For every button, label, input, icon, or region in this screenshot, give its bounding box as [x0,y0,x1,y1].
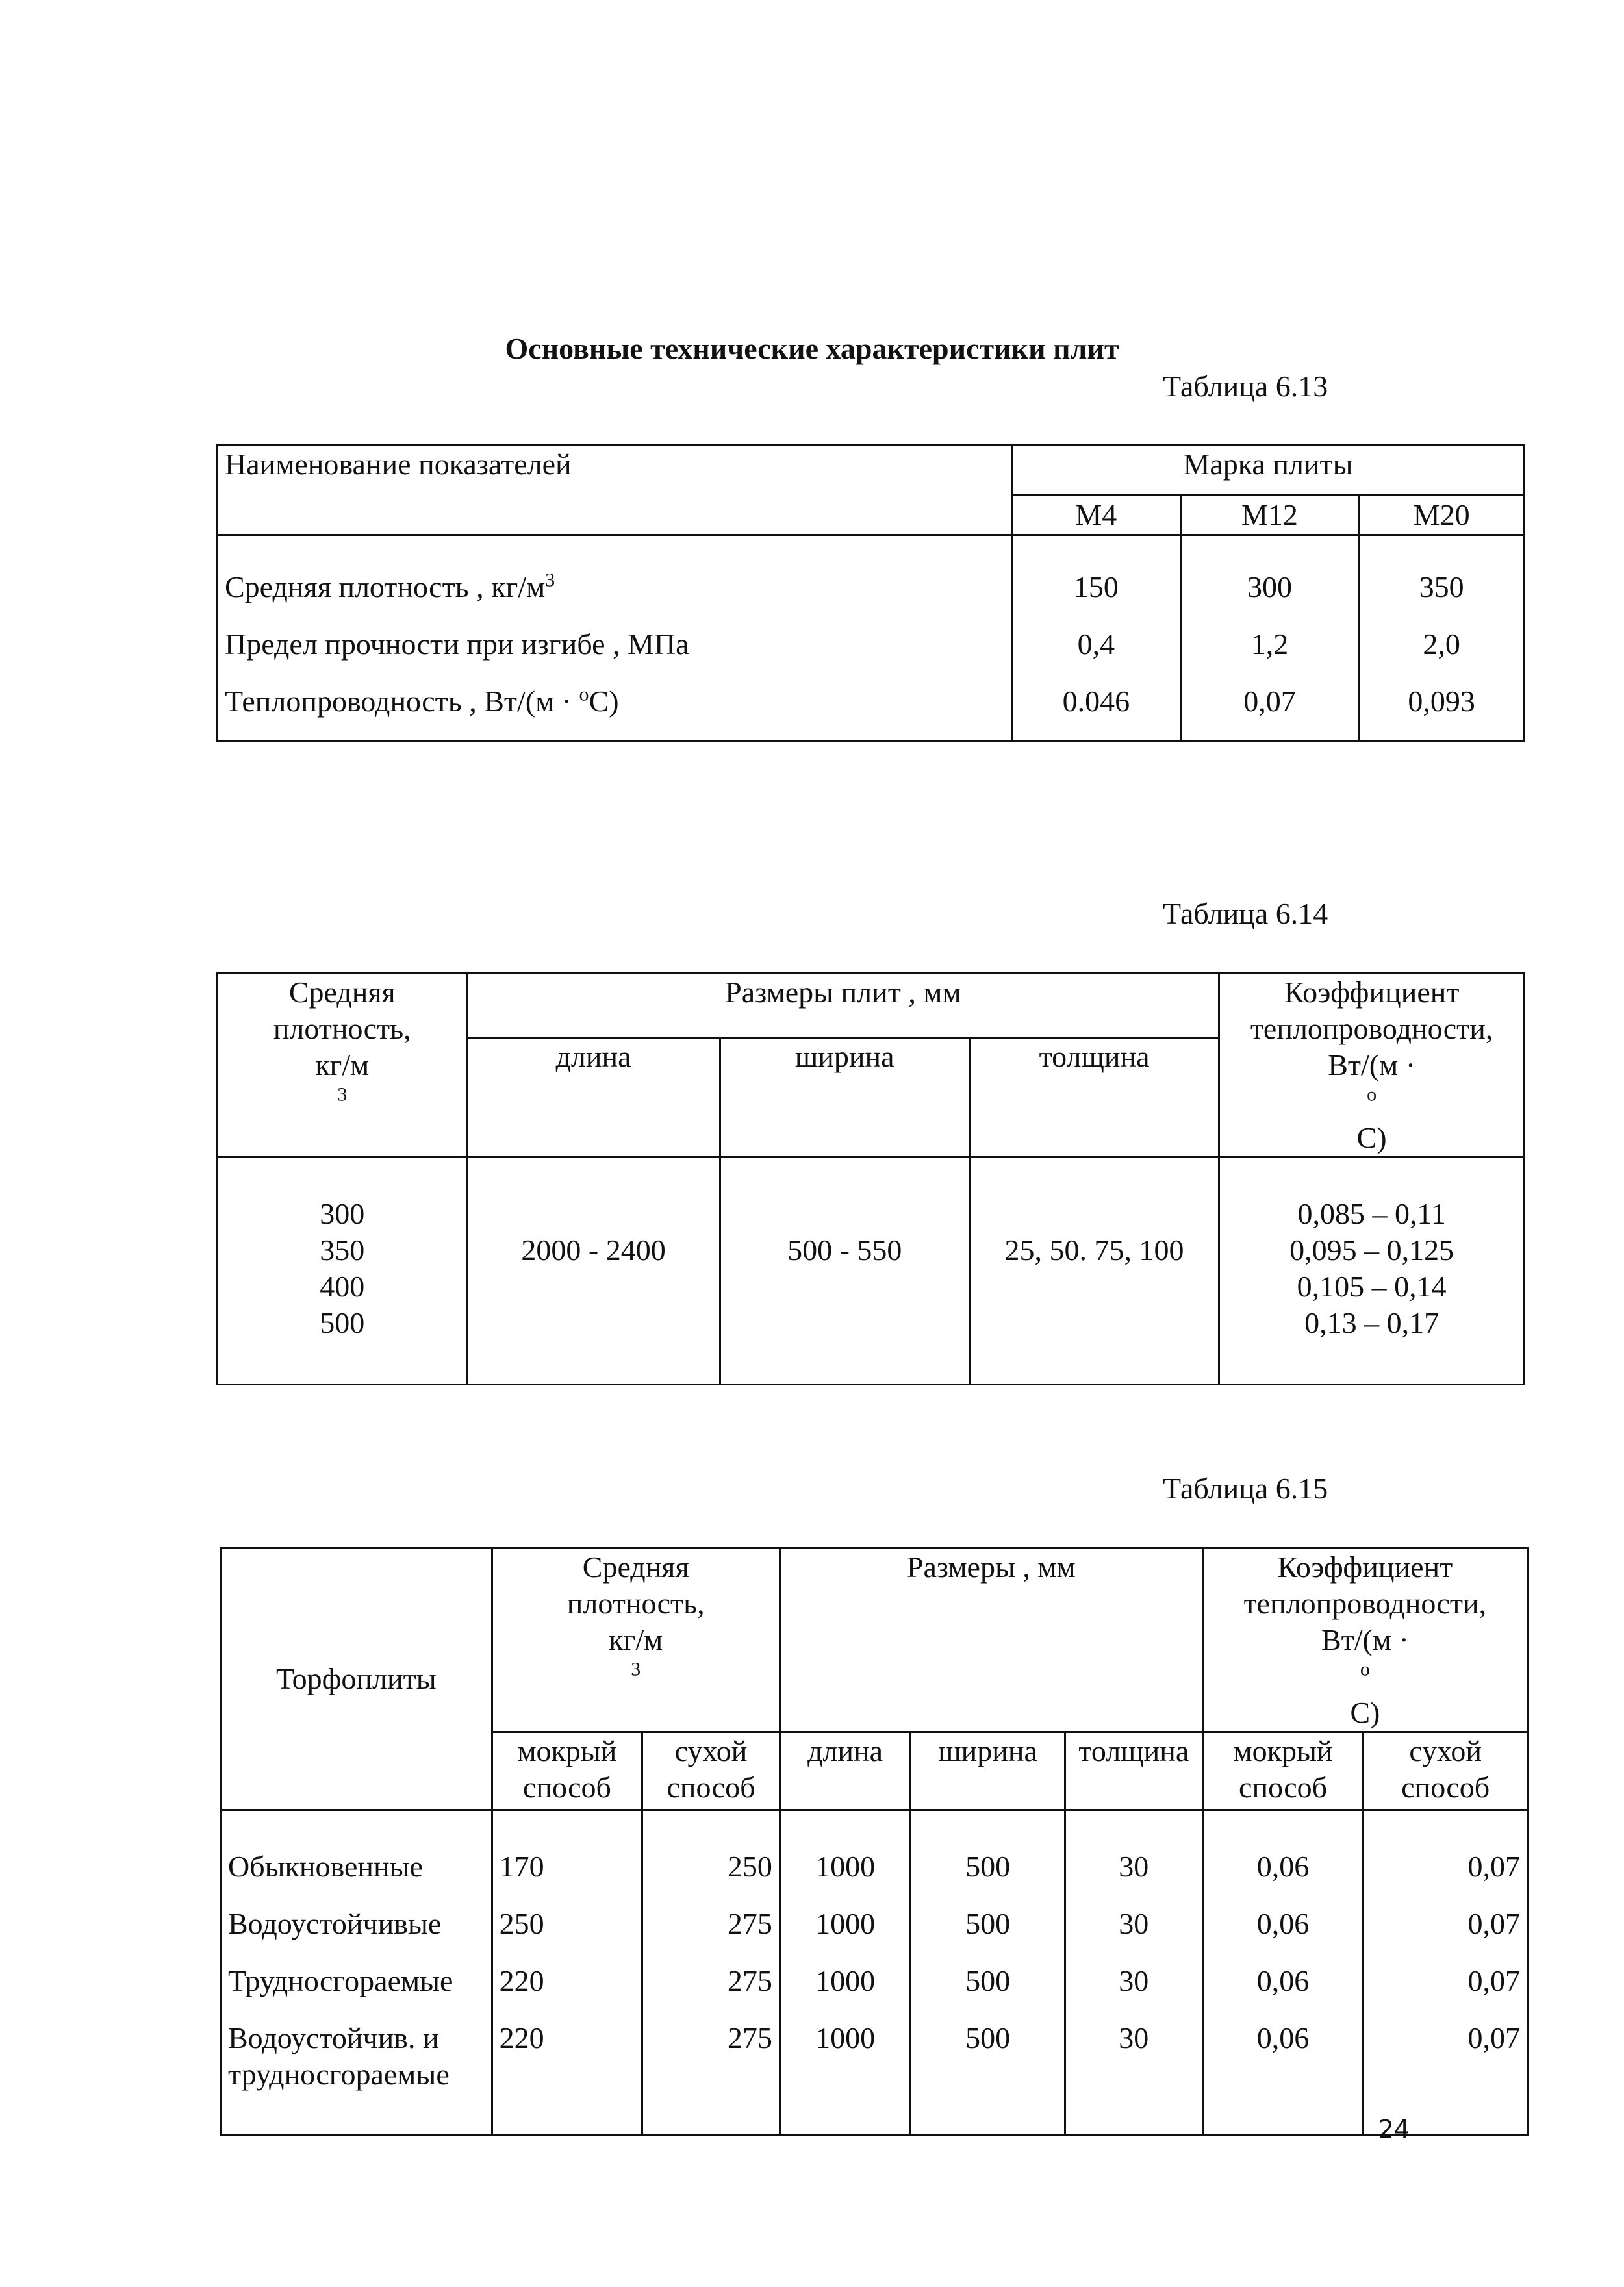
page-title: Основные технические характеристики плит [505,332,1119,365]
header-brand-m20: М20 [1359,496,1525,535]
header-length: длина [467,1038,720,1157]
table-6-15 [220,1547,1529,2136]
header-density-dry: сухой способ [642,1732,780,1810]
table-6-14 [216,972,1525,1385]
length-values: 1000 1000 1000 1000 [780,1810,911,2135]
coefficient-values: 0,085 – 0,11 0,095 – 0,125 0,105 – 0,14 0,13 – 0,17 [1219,1157,1525,1385]
coef-wet-values: 0,06 0,06 0,06 0,06 [1202,1810,1364,2135]
page-number: 24 [1378,2115,1410,2143]
wet-density-values: 170 250 220 220 [492,1810,642,2135]
table-6-15-label: Таблица 6.15 [1163,1472,1328,1505]
table-6-14-label: Таблица 6.14 [1163,897,1328,930]
width-values: 500 500 500 500 [911,1810,1065,2135]
header-coefficient: Коэффициент теплопроводности, Вт/(м · $^о$ С) [1219,974,1525,1157]
header-sizes: Размеры , мм [780,1548,1202,1732]
header-brand-m4: М4 [1012,496,1181,535]
row-conductivity-name: Теплопроводность , Вт/(м · $^о$С) [225,683,619,718]
header-coef-dry: сухой способ [1364,1732,1528,1810]
table-6-13 [216,444,1525,742]
col-m12-values: 300 1,2 0,07 [1180,535,1359,742]
row-density-name: Средняя плотность , $кг/м^3$ [225,569,555,603]
table-6-13-label: Таблица 6.13 [1163,370,1328,403]
col-m4-values: 150 0,4 0.046 [1012,535,1181,742]
dry-density-values: 250 275 275 275 [642,1810,780,2135]
header-coef-wet: мокрый способ [1202,1732,1364,1810]
peat-type-names: Обыкновенные Водоустойчивые Трудносгораемые Водоустойчив. и трудносгораемые [221,1810,492,2135]
header-width: ширина [911,1732,1065,1810]
density-values: 300 350 400 500 [218,1157,467,1385]
length-value: 2000 - 2400 [467,1157,720,1385]
header-indicator-name: Наименование показателей [218,445,1012,535]
indicator-names [218,535,1012,742]
header-coefficient: Коэффициент теплопроводности, Вт/(м · $^о$ С) [1202,1548,1527,1732]
header-peat-type: Торфоплиты [221,1548,492,1810]
header-sizes: Размеры плит , мм [467,974,1219,1038]
header-width: ширина [720,1038,969,1157]
coef-dry-values: 0,07 0,07 0,07 0,07 [1364,1810,1528,2135]
row-strength-name: Предел прочности при изгибе , МПа [225,627,689,661]
thickness-value: 25, 50. 75, 100 [969,1157,1219,1385]
thickness-values: 30 30 30 30 [1065,1810,1202,2135]
header-density: Средняя плотность, кг/м $^3$ [492,1548,780,1732]
header-length: длина [780,1732,911,1810]
col-m20-values: 350 2,0 0,093 [1359,535,1525,742]
header-brand-m12: М12 [1180,496,1359,535]
header-density-wet: мокрый способ [492,1732,642,1810]
header-thickness: толщина [1065,1732,1202,1810]
header-thickness: толщина [969,1038,1219,1157]
header-brand: Марка плиты [1012,445,1525,496]
header-density: Средняя плотность, кг/м $^3$ [218,974,467,1157]
width-value: 500 - 550 [720,1157,969,1385]
